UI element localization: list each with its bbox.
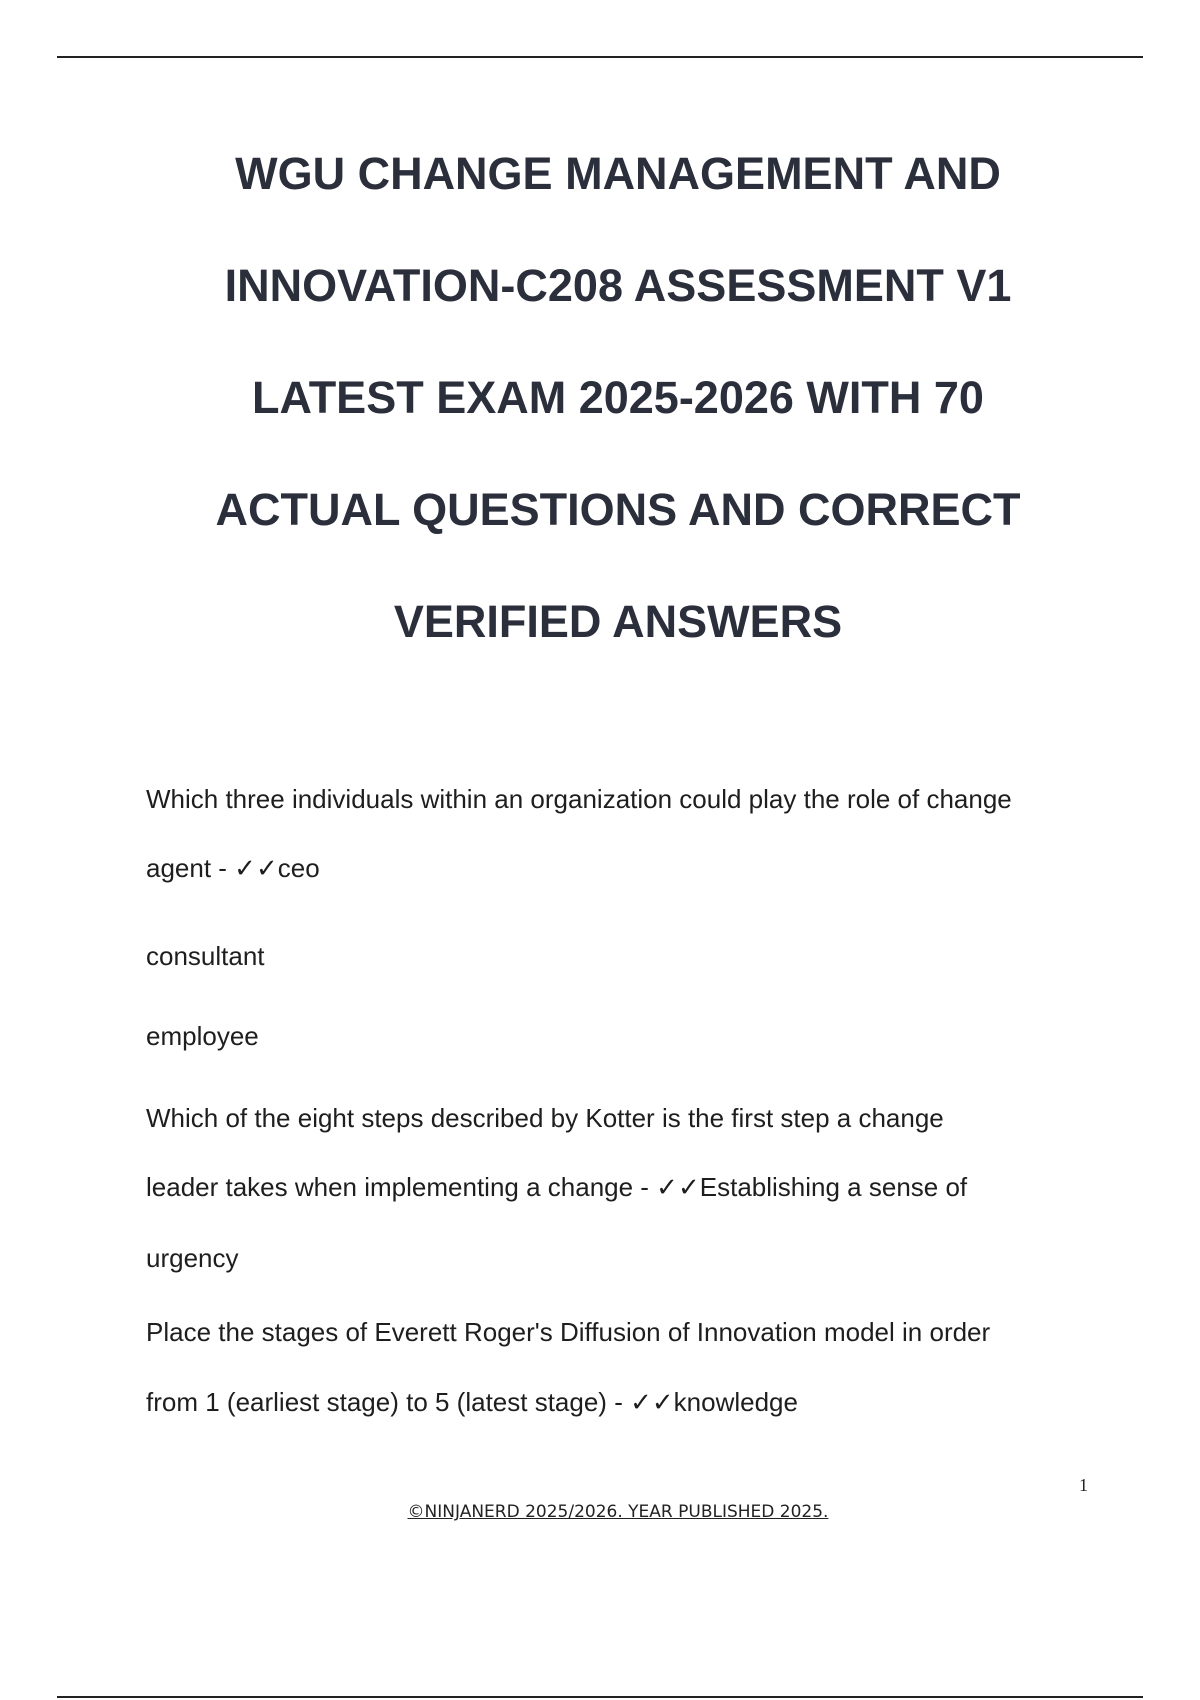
question-1-line-1: Which three individuals within an organization could play the role of change — [146, 784, 1012, 814]
title-line: VERIFIED ANSWERS — [393, 596, 843, 647]
page-number: 1 — [1079, 1475, 1088, 1495]
title-line: LATEST EXAM 2025-2026 WITH 70 — [252, 372, 984, 423]
question-2-line-1: Which of the eight steps described by Kotter is the first step a change — [146, 1103, 944, 1133]
footer-copyright — [0, 1502, 1200, 1522]
question-3-line-2: from 1 (earliest stage) to 5 (latest stage) - ✓✓knowledge — [146, 1387, 798, 1417]
title-line: WGU CHANGE MANAGEMENT AND — [235, 148, 1001, 199]
question-2-line-2: leader takes when implementing a change - ✓✓Establishing a sense of — [146, 1172, 968, 1202]
title-line: ACTUAL QUESTIONS AND CORRECT — [215, 484, 1021, 535]
question-2-line-3: urgency — [146, 1243, 239, 1273]
document-title — [120, 118, 1116, 678]
answer-line-consultant: consultant — [146, 941, 265, 971]
question-1-line-2: agent - ✓✓ceo — [146, 853, 320, 883]
top-rule — [57, 56, 1143, 58]
bottom-rule — [57, 1696, 1143, 1698]
footer-text: ©NINJANERD 2025/2026. YEAR PUBLISHED 2025. — [407, 1502, 829, 1522]
title-line: INNOVATION-C208 ASSESSMENT V1 — [224, 260, 1012, 311]
question-3-line-1: Place the stages of Everett Roger's Diffusion of Innovation model in order — [146, 1317, 991, 1347]
answer-line-employee: employee — [146, 1021, 259, 1051]
